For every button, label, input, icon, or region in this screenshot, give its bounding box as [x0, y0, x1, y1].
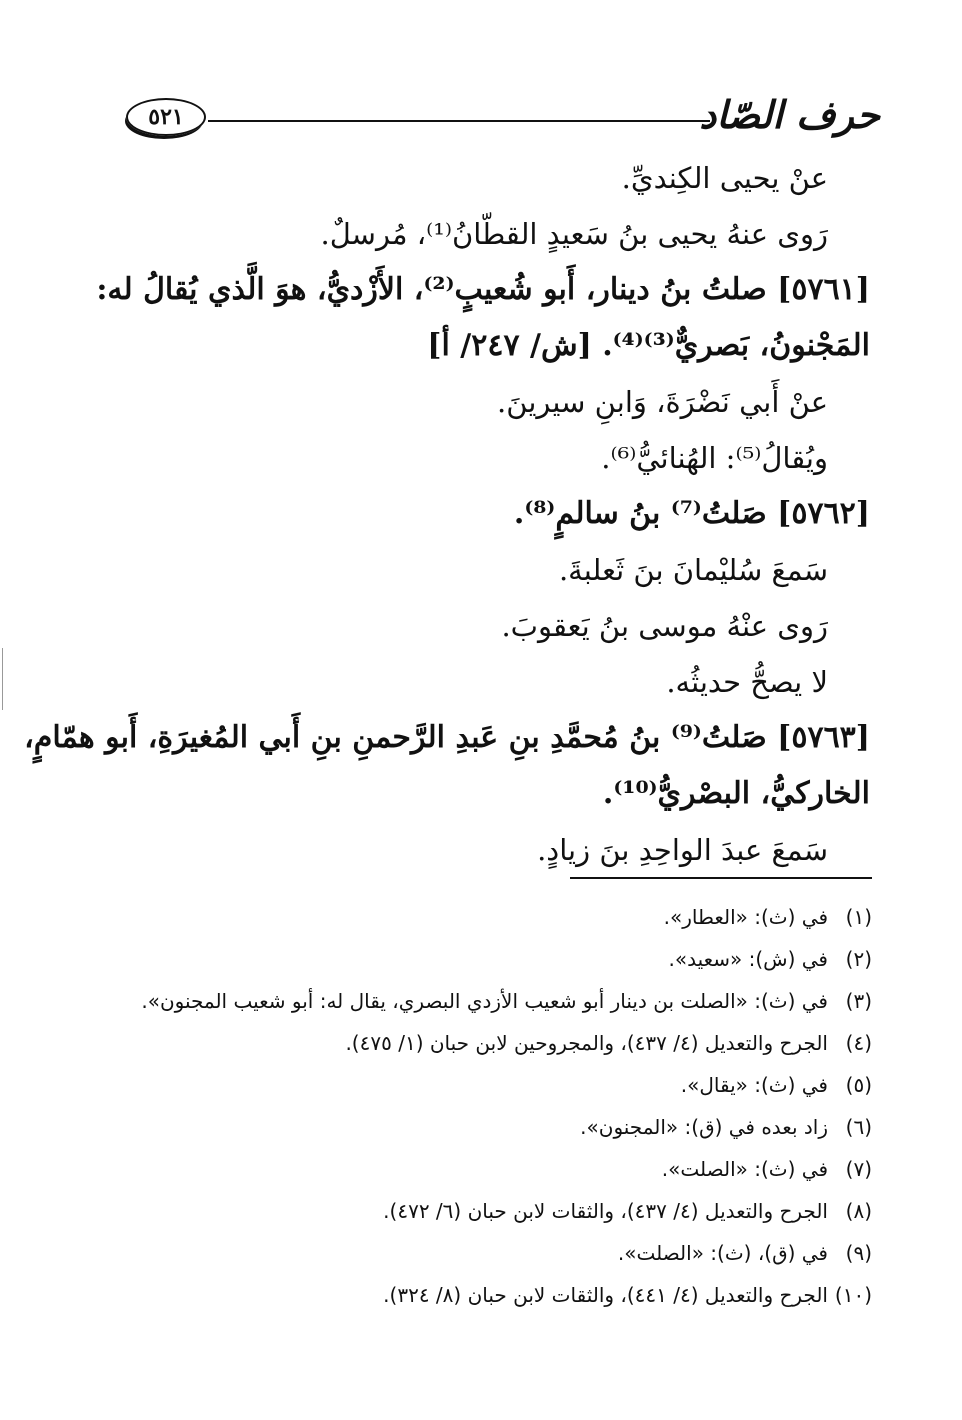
footnote-number: (١٠)	[834, 1283, 872, 1307]
text-line: عنْ يحيى الكِنديِّ.	[621, 161, 828, 195]
footnote-text: في (ش): «سعيد».	[668, 947, 828, 971]
text-line: ويُقالُ⁽⁵⁾: الهُنائيُّ⁽⁶⁾.	[601, 441, 828, 475]
footnote-number: (٦)	[845, 1115, 872, 1139]
footnote-number: (٣)	[845, 989, 872, 1013]
footnote	[132, 896, 872, 938]
footnote-number: (٨)	[845, 1199, 872, 1223]
footnote	[132, 1106, 872, 1148]
footnote-text: في (ق)، (ث): «الصلت».	[617, 1241, 828, 1265]
footnote-separator	[570, 877, 872, 879]
entry-heading-continuation: المَجْنونُ، بَصريٌّ⁽³⁾⁽⁴⁾. [ش/ ٢٤٧/ أ]	[427, 328, 870, 363]
page-number: ٥٢١	[126, 98, 206, 136]
chapter-title: حرف الصّاد	[699, 92, 880, 137]
footnote	[132, 1232, 872, 1274]
footnotes	[132, 896, 872, 1316]
text-line: رَوى عنْهُ موسى بنُ يَعقوبَ.	[501, 609, 828, 643]
text-line: سَمعَ عبدَ الواحِدِ بنَ زيادٍ.	[537, 833, 828, 867]
footnote-text: في (ث): «العطار».	[663, 905, 828, 929]
footnote-number: (٤)	[845, 1031, 872, 1055]
footnote-text: الجرح والتعديل (٤/ ٤٣٧)، والثقات لابن حبان (٦/ ٤٧٢).	[383, 1199, 828, 1223]
page-header	[120, 92, 880, 148]
footnote	[132, 1190, 872, 1232]
footnote-text: في (ث): «يقال».	[680, 1073, 828, 1097]
entry-heading-5762: [٥٧٦٢] صَلتُ⁽⁷⁾ بنُ سالمٍ⁽⁸⁾.	[513, 496, 870, 531]
footnote-text: الجرح والتعديل (٤/ ٤٣٧)، والمجروحين لابن حبان (١/ ٤٧٥).	[345, 1031, 828, 1055]
main-text	[24, 150, 870, 878]
footnote	[132, 938, 872, 980]
footnote	[132, 1064, 872, 1106]
footnote-number: (١)	[845, 905, 872, 929]
text-line: سَمعَ سُليْمانَ بنَ ثَعلبةَ.	[558, 553, 828, 587]
entry-heading-5763: [٥٧٦٣] صَلتُ⁽⁹⁾ بنُ مُحمَّدِ بنِ عَبدِ الرَّحمنِ بنِ أَبي المُغيرَةِ، أَبو همّامٍ،	[24, 720, 870, 755]
footnote	[132, 980, 872, 1022]
footnote	[132, 1148, 872, 1190]
header-rule	[208, 120, 710, 122]
footnote-number: (٥)	[845, 1073, 872, 1097]
footnote-text: في (ث): «الصلت بن دينار أبو شعيب الأزدي البصري، يقال له: أبو شعيب المجنون».	[141, 989, 828, 1013]
footnote-text: زاد بعده في (ق): «المجنون».	[580, 1115, 828, 1139]
text-line: رَوى عنهُ يحيى بنُ سَعيدٍ القطّانُ⁽¹⁾، مُرسلٌ.	[320, 217, 828, 251]
margin-mark	[2, 648, 3, 710]
text-line: عنْ أَبي نَضْرَةَ، وَابنِ سيرينَ.	[497, 385, 828, 419]
footnote	[132, 1274, 872, 1316]
footnote-text: في (ث): «الصلت».	[661, 1157, 828, 1181]
text-line: لا يصحُّ حديثُه.	[666, 665, 828, 699]
footnote-number: (٧)	[845, 1157, 872, 1181]
entry-heading-5761: [٥٧٦١] صلتُ بنُ دينار، أَبو شُعيبٍ⁽²⁾، الأَزْديُّ، هوَ الَّذي يُقالُ له:	[96, 272, 870, 307]
footnote-number: (٩)	[845, 1241, 872, 1265]
footnote	[132, 1022, 872, 1064]
footnote-number: (٢)	[845, 947, 872, 971]
entry-heading-continuation: الخاركيُّ، البصْريُّ⁽¹⁰⁾.	[602, 776, 870, 811]
footnote-text: الجرح والتعديل (٤/ ٤٤١)، والثقات لابن حبان (٨/ ٣٢٤).	[383, 1283, 828, 1307]
